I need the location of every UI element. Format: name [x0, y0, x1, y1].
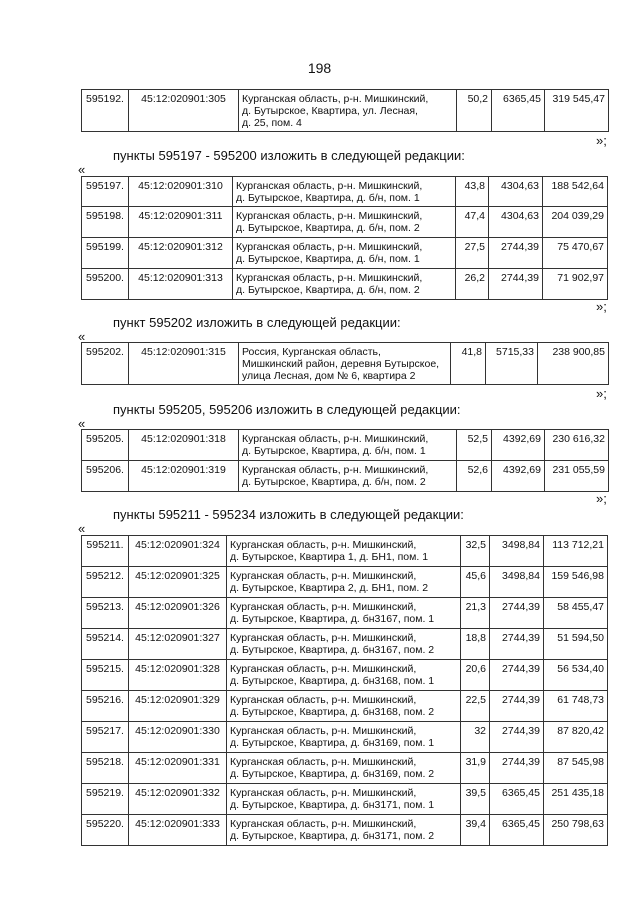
register-table	[81, 89, 609, 132]
area-value: 45,6	[461, 567, 490, 598]
address-line: д. Бутырское, Квартира, д. бн3169, пом. 1	[230, 737, 435, 749]
area-value: 18,8	[461, 629, 490, 660]
closing-quote: »;	[596, 491, 607, 506]
cadastral-cost: 71 902,97	[543, 269, 608, 300]
unit-price: 2744,39	[490, 691, 544, 722]
cadastral-number: 45:12:020901:310	[129, 177, 233, 207]
unit-price: 4392,69	[492, 430, 545, 461]
cadastral-number: 45:12:020901:327	[129, 629, 227, 660]
cadastral-number: 45:12:020901:319	[129, 461, 239, 492]
address-line: д. Бутырское, Квартира, д. б/н, пом. 2	[236, 222, 420, 234]
cadastral-number: 45:12:020901:315	[129, 343, 239, 385]
area-value: 41,8	[451, 343, 486, 385]
table-row	[82, 629, 608, 660]
area-value: 52,6	[457, 461, 492, 492]
table-row	[82, 90, 609, 132]
table-row	[82, 430, 609, 461]
address-line: д. Бутырское, Квартира, ул. Лесная,	[242, 105, 418, 117]
cadastral-cost: 87 820,42	[544, 722, 608, 753]
address-cell	[227, 598, 461, 629]
cadastral-cost: 204 039,29	[543, 207, 608, 238]
table-row	[82, 722, 608, 753]
address-line: д. Бутырское, Квартира, д. бн3168, пом. 1	[230, 675, 435, 687]
unit-price: 2744,39	[490, 629, 544, 660]
address-line: д. Бутырское, Квартира, д. бн3168, пом. 2	[230, 706, 435, 718]
unit-price: 4392,69	[492, 461, 545, 492]
closing-quote: »;	[596, 133, 607, 148]
address-line: д. Бутырское, Квартира, д. бн3171, пом. 1	[230, 799, 435, 811]
address-cell	[227, 753, 461, 784]
cadastral-cost: 75 470,67	[543, 238, 608, 269]
item-number: 595192.	[82, 90, 129, 132]
address-cell	[227, 722, 461, 753]
address-line: д. Бутырское, Квартира 2, д. БН1, пом. 2	[230, 582, 429, 594]
unit-price: 2744,39	[489, 238, 543, 269]
cadastral-cost: 238 900,85	[538, 343, 609, 385]
address-cell	[227, 629, 461, 660]
register-table	[81, 176, 608, 300]
address-line: д. Бутырское, Квартира, д. бн3167, пом. 1	[230, 613, 435, 625]
cadastral-number: 45:12:020901:329	[129, 691, 227, 722]
address-cell	[239, 461, 457, 492]
address-line: Курганская область, р-н. Мишкинский,	[236, 210, 423, 222]
address-cell	[227, 691, 461, 722]
cadastral-number: 45:12:020901:330	[129, 722, 227, 753]
area-value: 50,2	[457, 90, 492, 132]
cadastral-cost: 231 055,59	[545, 461, 609, 492]
address-line: Курганская область, р-н. Мишкинский,	[242, 93, 429, 105]
address-cell	[239, 90, 457, 132]
closing-quote: »;	[596, 386, 607, 401]
address-cell	[227, 815, 461, 846]
area-value: 43,8	[456, 177, 489, 207]
area-value: 21,3	[461, 598, 490, 629]
cadastral-number: 45:12:020901:331	[129, 753, 227, 784]
address-cell	[227, 784, 461, 815]
address-line: д. Бутырское, Квартира, д. б/н, пом. 2	[236, 284, 420, 296]
address-line: Курганская область, р-н. Мишкинский,	[230, 601, 417, 613]
table-row	[82, 177, 608, 207]
cadastral-cost: 159 546,98	[544, 567, 608, 598]
cadastral-number: 45:12:020901:333	[129, 815, 227, 846]
section-heading: пункт 595202 изложить в следующей редакции:	[113, 315, 401, 330]
closing-quote: »;	[596, 299, 607, 314]
address-line: Курганская область, р-н. Мишкинский,	[230, 787, 417, 799]
unit-price: 5715,33	[486, 343, 538, 385]
address-line: д. Бутырское, Квартира, д. б/н, пом. 1	[242, 445, 426, 457]
address-line: Курганская область, р-н. Мишкинский,	[230, 539, 417, 551]
unit-price: 3498,84	[490, 567, 544, 598]
item-number: 595200.	[82, 269, 129, 300]
unit-price: 2744,39	[490, 660, 544, 691]
address-cell	[227, 536, 461, 567]
area-value: 26,2	[456, 269, 489, 300]
address-line: д. Бутырское, Квартира, д. б/н, пом. 1	[236, 192, 420, 204]
address-cell	[239, 343, 451, 385]
table-row	[82, 660, 608, 691]
cadastral-cost: 87 545,98	[544, 753, 608, 784]
cadastral-cost: 250 798,63	[544, 815, 608, 846]
address-line: д. 25, пом. 4	[242, 117, 302, 129]
item-number: 595198.	[82, 207, 129, 238]
area-value: 52,5	[457, 430, 492, 461]
address-cell	[233, 177, 456, 207]
unit-price: 3498,84	[490, 536, 544, 567]
section-heading: пункты 595211 - 595234 изложить в следующей редакции:	[113, 507, 464, 522]
item-number: 595219.	[82, 784, 129, 815]
address-line: д. Бутырское, Квартира, д. бн3169, пом. 2	[230, 768, 435, 780]
cadastral-number: 45:12:020901:324	[129, 536, 227, 567]
address-line: Курганская область, р-н. Мишкинский,	[236, 241, 423, 253]
unit-price: 2744,39	[489, 269, 543, 300]
item-number: 595218.	[82, 753, 129, 784]
register-table	[81, 342, 609, 385]
area-value: 22,5	[461, 691, 490, 722]
register-table	[81, 535, 608, 846]
opening-quote: «	[78, 162, 86, 177]
item-number: 595215.	[82, 660, 129, 691]
area-value: 27,5	[456, 238, 489, 269]
section-heading: пункты 595205, 595206 изложить в следующей редакции:	[113, 402, 461, 417]
opening-quote: «	[78, 521, 86, 536]
table-row	[82, 238, 608, 269]
cadastral-cost: 58 455,47	[544, 598, 608, 629]
table-row	[82, 691, 608, 722]
cadastral-cost: 113 712,21	[544, 536, 608, 567]
unit-price: 4304,63	[489, 177, 543, 207]
address-cell	[233, 207, 456, 238]
cadastral-cost: 230 616,32	[545, 430, 609, 461]
item-number: 595206.	[82, 461, 129, 492]
address-cell	[239, 430, 457, 461]
cadastral-number: 45:12:020901:328	[129, 660, 227, 691]
cadastral-number: 45:12:020901:318	[129, 430, 239, 461]
table-row	[82, 461, 609, 492]
address-line: Курганская область, р-н. Мишкинский,	[230, 694, 417, 706]
address-line: Курганская область, р-н. Мишкинский,	[236, 180, 423, 192]
cadastral-cost: 251 435,18	[544, 784, 608, 815]
unit-price: 2744,39	[490, 722, 544, 753]
area-value: 47,4	[456, 207, 489, 238]
cadastral-cost: 188 542,64	[543, 177, 608, 207]
address-cell	[233, 269, 456, 300]
item-number: 595211.	[82, 536, 129, 567]
register-table	[81, 429, 609, 492]
address-line: Мишкинский район, деревня Бутырское,	[242, 358, 440, 370]
page-number: 198	[307, 60, 332, 76]
table-row	[82, 784, 608, 815]
cadastral-number: 45:12:020901:311	[129, 207, 233, 238]
area-value: 20,6	[461, 660, 490, 691]
unit-price: 2744,39	[490, 598, 544, 629]
address-cell	[233, 238, 456, 269]
item-number: 595199.	[82, 238, 129, 269]
address-line: Курганская область, р-н. Мишкинский,	[230, 632, 417, 644]
area-value: 32,5	[461, 536, 490, 567]
cadastral-cost: 56 534,40	[544, 660, 608, 691]
cadastral-cost: 61 748,73	[544, 691, 608, 722]
cadastral-number: 45:12:020901:332	[129, 784, 227, 815]
unit-price: 6365,45	[490, 815, 544, 846]
item-number: 595217.	[82, 722, 129, 753]
unit-price: 4304,63	[489, 207, 543, 238]
table-row	[82, 815, 608, 846]
section-heading: пункты 595197 - 595200 изложить в следующей редакции:	[113, 148, 465, 163]
item-number: 595212.	[82, 567, 129, 598]
cadastral-number: 45:12:020901:325	[129, 567, 227, 598]
address-line: Курганская область, р-н. Мишкинский,	[230, 725, 417, 737]
item-number: 595216.	[82, 691, 129, 722]
table-row	[82, 598, 608, 629]
area-value: 39,5	[461, 784, 490, 815]
address-line: Россия, Курганская область,	[242, 346, 381, 358]
cadastral-cost: 319 545,47	[545, 90, 609, 132]
item-number: 595197.	[82, 177, 129, 207]
table-row	[82, 269, 608, 300]
address-line: Курганская область, р-н. Мишкинский,	[230, 756, 417, 768]
cadastral-number: 45:12:020901:305	[129, 90, 239, 132]
opening-quote: «	[78, 416, 86, 431]
area-value: 39,4	[461, 815, 490, 846]
address-line: д. Бутырское, Квартира, д. бн3171, пом. 2	[230, 830, 435, 842]
address-line: Курганская область, р-н. Мишкинский,	[230, 570, 417, 582]
item-number: 595213.	[82, 598, 129, 629]
item-number: 595220.	[82, 815, 129, 846]
area-value: 31,9	[461, 753, 490, 784]
address-line: Курганская область, р-н. Мишкинский,	[242, 464, 429, 476]
address-cell	[227, 567, 461, 598]
unit-price: 6365,45	[490, 784, 544, 815]
address-line: Курганская область, р-н. Мишкинский,	[230, 663, 417, 675]
address-line: Курганская область, р-н. Мишкинский,	[236, 272, 423, 284]
cadastral-number: 45:12:020901:312	[129, 238, 233, 269]
cadastral-number: 45:12:020901:326	[129, 598, 227, 629]
unit-price: 6365,45	[492, 90, 545, 132]
area-value: 32	[461, 722, 490, 753]
item-number: 595202.	[82, 343, 129, 385]
address-line: д. Бутырское, Квартира 1, д. БН1, пом. 1	[230, 551, 429, 563]
table-row	[82, 567, 608, 598]
address-cell	[227, 660, 461, 691]
unit-price: 2744,39	[490, 753, 544, 784]
item-number: 595205.	[82, 430, 129, 461]
table-row	[82, 343, 609, 385]
opening-quote: «	[78, 329, 86, 344]
address-line: д. Бутырское, Квартира, д. б/н, пом. 2	[242, 476, 426, 488]
table-row	[82, 536, 608, 567]
cadastral-number: 45:12:020901:313	[129, 269, 233, 300]
cadastral-cost: 51 594,50	[544, 629, 608, 660]
table-row	[82, 207, 608, 238]
table-row	[82, 753, 608, 784]
address-line: д. Бутырское, Квартира, д. бн3167, пом. 2	[230, 644, 435, 656]
address-line: улица Лесная, дом № 6, квартира 2	[242, 370, 416, 382]
item-number: 595214.	[82, 629, 129, 660]
address-line: Курганская область, р-н. Мишкинский,	[230, 818, 417, 830]
address-line: Курганская область, р-н. Мишкинский,	[242, 433, 429, 445]
address-line: д. Бутырское, Квартира, д. б/н, пом. 1	[236, 253, 420, 265]
